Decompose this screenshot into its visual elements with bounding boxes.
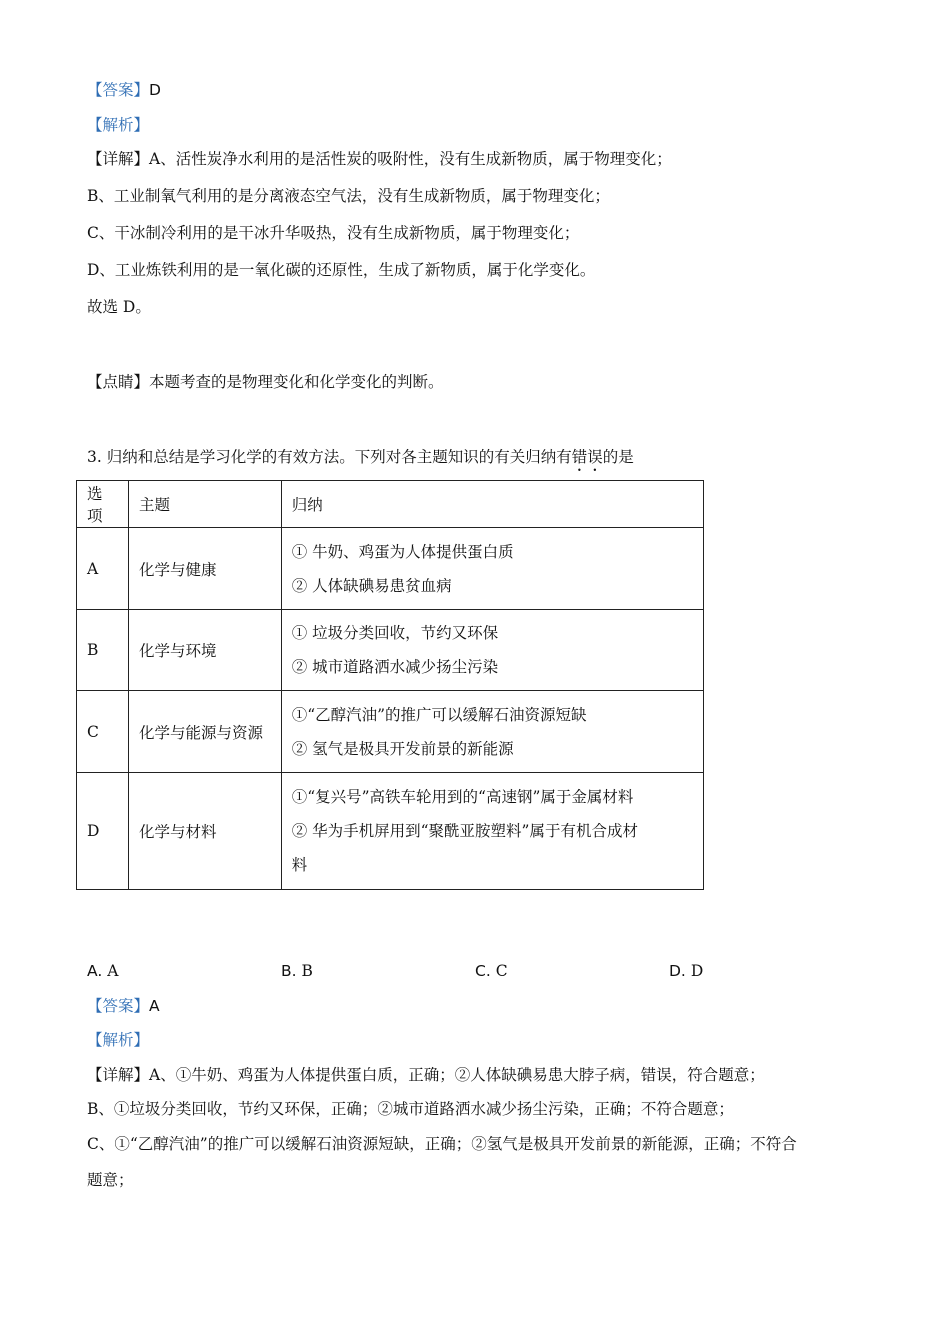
q2-analysis-tag: 【解析】	[87, 116, 150, 134]
summary-item: ① 垃圾分类回收，节约又环保	[291, 624, 499, 642]
table-row	[77, 528, 704, 610]
q3-detail-line-c-cont: 题意；	[87, 1171, 134, 1189]
q3-detail-line-b: B、①垃圾分类回收，节约又环保，正确；②城市道路洒水减少扬尘污染，正确；不符合题意；	[87, 1100, 734, 1118]
q2-detail-line-a	[87, 148, 672, 170]
stem-text: 3. 归纳和总结是学习化学的有效方法。下列对各主题知识的有关归纳有	[87, 448, 572, 466]
choice-c	[475, 960, 508, 982]
summary-item: ① 牛奶、鸡蛋为人体提供蛋白质	[291, 542, 514, 561]
choice-d	[669, 960, 703, 982]
q3-summary-table	[76, 480, 704, 890]
table-header-row	[77, 481, 704, 528]
choice-a	[87, 960, 118, 982]
table-row	[77, 610, 704, 691]
summary-item: ② 华为手机屏用到“聚酰亚胺塑料”属于有机合成材	[291, 822, 638, 840]
summary-item: 料	[291, 856, 308, 874]
detail-text: A、①牛奶、鸡蛋为人体提供蛋白质，正确；②人体缺碘易患大脖子病，错误，符合题意；	[149, 1066, 765, 1084]
q2-detail-line-b: B、工业制氧气利用的是分离液态空气法，没有生成新物质，属于物理变化；	[87, 187, 610, 205]
answer-tag: 【答案】	[87, 997, 150, 1015]
header-topic: 主题	[128, 481, 281, 528]
q2-detail-line-c: C、干冰制冷利用的是干冰升华吸热，没有生成新物质，属于物理变化；	[87, 224, 580, 242]
q3-detail-line-c: C、①“乙醇汽油”的推广可以缓解石油资源短缺，正确；②氢气是极具开发前景的新能源，正确；不符合	[87, 1135, 797, 1153]
header-summary: 归纳	[281, 481, 703, 528]
row-option: C	[77, 691, 129, 773]
row-option: B	[77, 610, 129, 691]
row-topic: 化学与环境	[128, 610, 281, 691]
header-option: 选项	[77, 481, 129, 528]
choice-text: D	[690, 962, 704, 980]
choice-text: C	[495, 962, 508, 980]
row-option: D	[77, 773, 129, 890]
choice-key: B.	[281, 962, 297, 980]
choice-b	[281, 960, 313, 982]
q2-detail-line-d: D、工业炼铁利用的是一氧化碳的还原性，生成了新物质，属于化学变化。	[87, 261, 596, 279]
row-option: A	[77, 528, 129, 610]
summary-item: ② 城市道路洒水减少扬尘污染	[291, 658, 499, 676]
q3-analysis-tag: 【解析】	[87, 1031, 150, 1049]
row-topic: 化学与健康	[128, 528, 281, 610]
row-summary	[281, 773, 703, 890]
row-summary	[281, 691, 703, 773]
q3-detail-line-a	[87, 1064, 765, 1086]
row-summary	[281, 610, 703, 691]
choice-key: A.	[87, 962, 103, 980]
row-topic: 化学与材料	[128, 773, 281, 890]
summary-item: ② 氢气是极具开发前景的新能源	[291, 739, 514, 758]
q2-answer-line	[87, 79, 161, 101]
answer-value: D	[149, 81, 161, 99]
summary-item: ①“复兴号”高铁车轮用到的“高速钢”属于金属材料	[291, 788, 634, 806]
choice-key: C.	[475, 962, 491, 980]
q3-stem	[87, 446, 634, 475]
detail-text: A、活性炭净水利用的是活性炭的吸附性，没有生成新物质，属于物理变化；	[149, 150, 672, 168]
table-row	[77, 773, 704, 890]
q2-conclusion: 故选 D。	[87, 298, 151, 316]
stem-emphasis: 错误	[571, 448, 603, 466]
answer-value: A	[149, 997, 160, 1015]
summary-item: ①“乙醇汽油”的推广可以缓解石油资源短缺	[291, 705, 587, 724]
choice-key: D.	[669, 962, 686, 980]
detail-tag: 【详解】	[87, 1066, 150, 1084]
table-row	[77, 691, 704, 773]
q3-answer-line	[87, 995, 160, 1017]
detail-tag: 【详解】	[87, 150, 150, 168]
choice-text: B	[301, 962, 313, 980]
stem-end: 的是	[602, 448, 634, 466]
choice-text: A	[107, 962, 119, 980]
row-topic: 化学与能源与资源	[128, 691, 281, 773]
answer-tag: 【答案】	[87, 81, 150, 99]
summary-item: ② 人体缺碘易患贫血病	[291, 576, 452, 595]
q2-comment: 【点睛】本题考查的是物理变化和化学变化的判断。	[87, 373, 444, 391]
row-summary	[281, 528, 703, 610]
